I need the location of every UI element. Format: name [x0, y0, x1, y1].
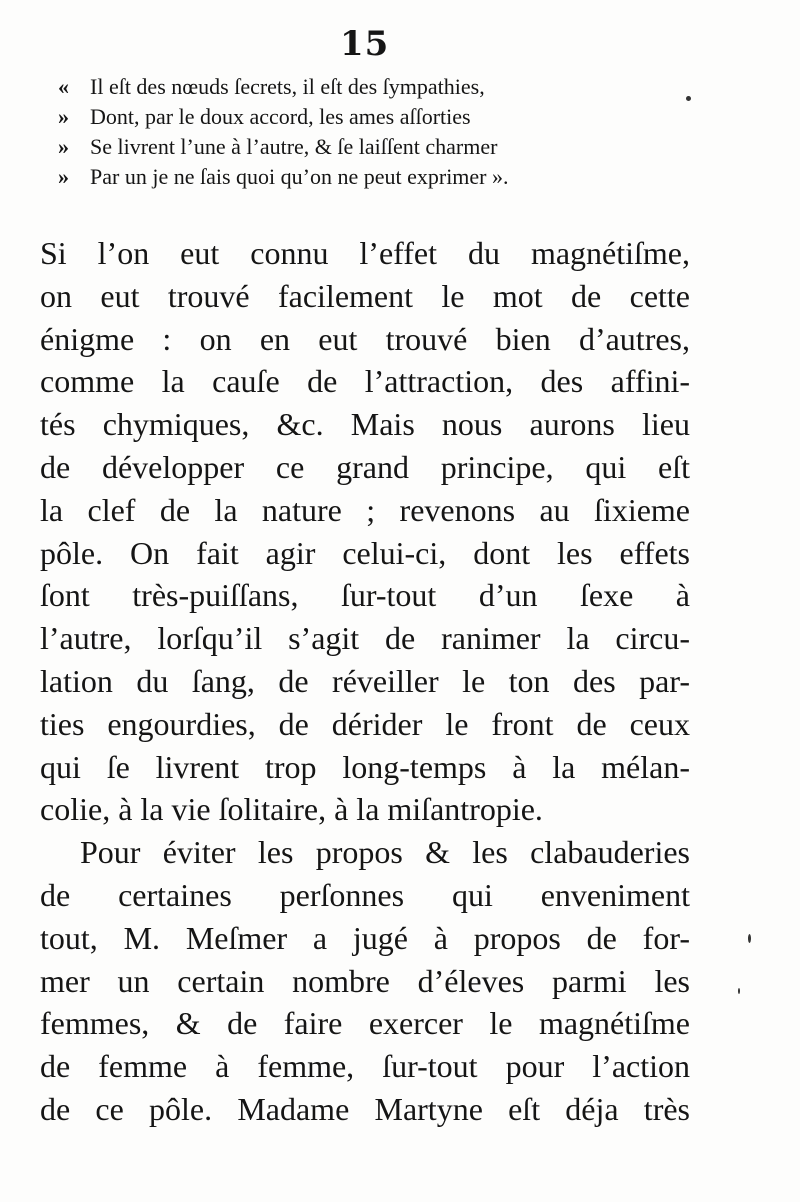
ink-speck: [748, 934, 751, 943]
text-line: de femme à femme, ſur-tout pour l’action: [40, 1048, 690, 1085]
quote-mark: »: [58, 134, 69, 159]
text-line: Si l’on eut connu l’effet du magnétiſme,: [40, 235, 690, 271]
text-line: de développer ce grand principe, qui eſt: [40, 448, 690, 485]
text-line: l’autre, lorſqu’il s’agit de ranimer la circu-: [40, 620, 690, 657]
verse-text: Par un je ne ſais quoi qu’on ne peut exprimer ».: [90, 164, 509, 189]
ink-speck: [686, 96, 691, 101]
text-line: pôle. On fait agir celui-ci, dont les effets: [40, 534, 690, 571]
text-line: de ce pôle. Madame Martyne eſt déja très: [40, 1090, 690, 1127]
text-line: mer un certain nombre d’éleves parmi les: [40, 962, 690, 999]
body-text: [40, 232, 690, 1131]
verse-line: [58, 72, 658, 102]
text-line: de certaines perſonnes qui enveniment: [40, 876, 690, 913]
verse-line: [58, 132, 658, 162]
page-number: 15: [340, 24, 390, 64]
quote-mark: »: [58, 164, 69, 189]
text-line: tés chymiques, &c. Mais nous aurons lieu: [40, 406, 690, 443]
text-line: colie, à la vie ſolitaire, à la miſantropie.: [40, 791, 543, 828]
verse-text: Se livrent l’une à l’autre, & ſe laiſſent charmer: [90, 134, 498, 159]
verse-text: Il eſt des nœuds ſecrets, il eſt des ſympathies,: [90, 74, 485, 99]
quote-mark: »: [58, 104, 69, 129]
text-line: tout, M. Meſmer a jugé à propos de for-: [40, 919, 690, 956]
text-line: la clef de la nature ; revenons au ſixieme: [40, 491, 690, 528]
text-line: on eut trouvé facilement le mot de cette: [40, 277, 690, 314]
text-line: ties engourdies, de dérider le front de ceux: [40, 705, 690, 742]
verse-line: [58, 102, 658, 132]
verse-quotation: [58, 72, 658, 192]
text-line: qui ſe livrent trop long-temps à la mélan-: [40, 748, 690, 785]
quote-mark: «: [58, 74, 69, 99]
paragraph-first-line: Pour éviter les propos & les clabauderies: [80, 834, 690, 871]
text-line: comme la cauſe de l’attraction, des affini-: [40, 363, 690, 400]
ink-speck: [738, 988, 740, 994]
text-line: femmes, & de faire exercer le magnétiſme: [40, 1005, 690, 1042]
text-line: énigme : on en eut trouvé bien d’autres,: [40, 320, 690, 357]
text-line: lation du ſang, de réveiller le ton des par-: [40, 662, 690, 699]
verse-text: Dont, par le doux accord, les ames aſſorties: [90, 104, 471, 129]
text-line: ſont très-puiſſans, ſur-tout d’un ſexe à: [40, 577, 690, 614]
verse-line: [58, 162, 658, 192]
